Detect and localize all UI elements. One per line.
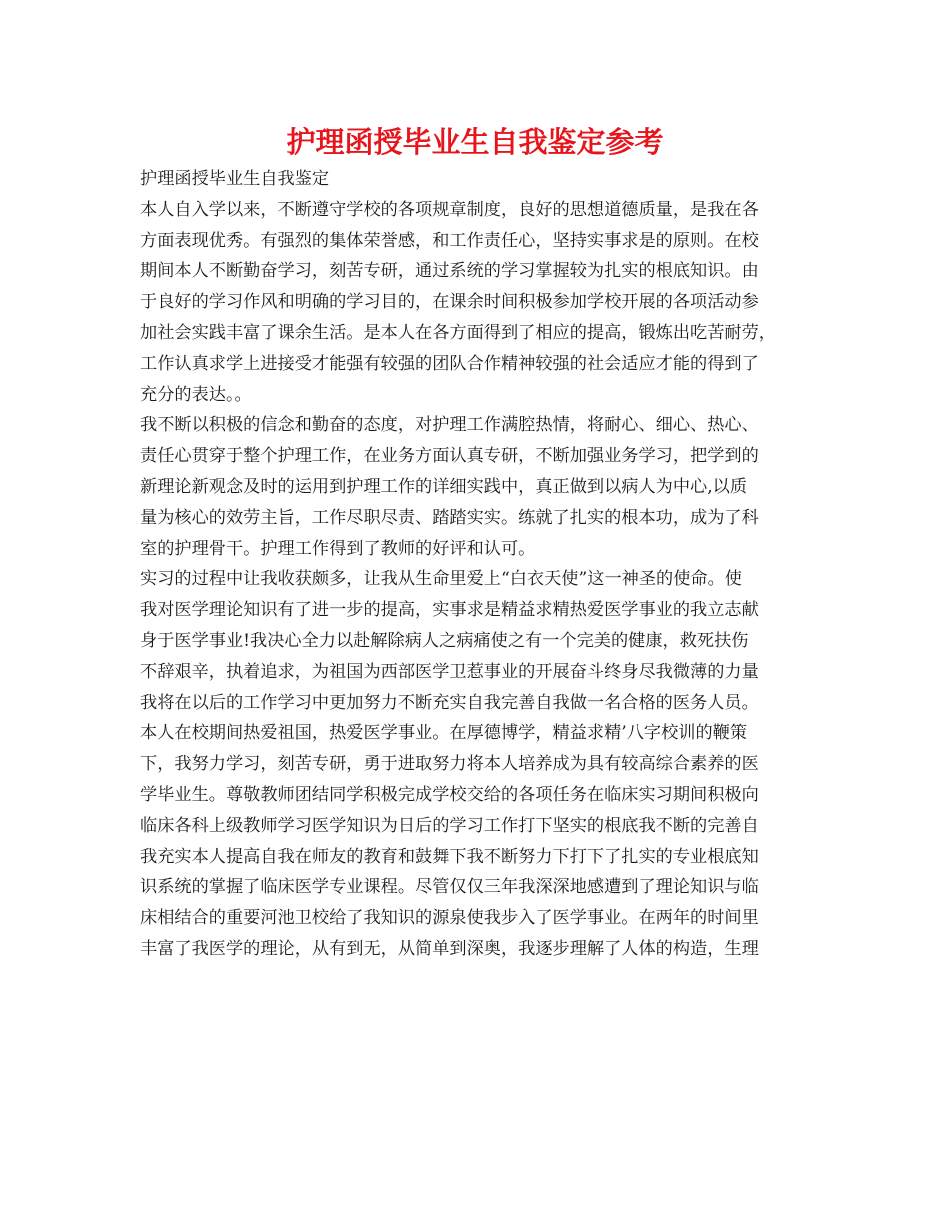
text-line: 工作认真求学上进接受才能强有较强的团队合作精神较强的社会适应才能的得到了 <box>140 353 759 374</box>
text-line: 本人自入学以来，不断遵守学校的各项规章制度，良好的思想道德质量，是我在各 <box>140 199 759 220</box>
text-line: 识系统的掌握了临床医学专业课程。尽管仅仅三年我深深地感遭到了理论知识与临 <box>140 877 759 898</box>
text-line: 责任心贯穿于整个护理工作，在业务方面认真专研，不断加强业务学习，把学到的 <box>140 446 759 467</box>
subtitle-line: 护理函授毕业生自我鉴定 <box>140 169 330 189</box>
text-line: 实习的过程中让我收获颇多，让我从生命里爱上“白衣天使”这一神圣的使命。使 <box>140 569 742 590</box>
text-line: 临床各科上级教师学习医学知识为日后的学习工作打下坚实的根底我不断的完善自 <box>140 815 759 836</box>
text-line: 学毕业生。尊敬教师团结同学积极完成学校交给的各项任务在临床实习期间积极向 <box>140 784 759 805</box>
text-line: 我不断以积极的信念和勤奋的态度，对护理工作满腔热情，将耐心、细心、热心、 <box>140 415 759 436</box>
text-line: 我充实本人提高自我在师友的教育和鼓舞下我不断努力下打下了扎实的专业根底知 <box>140 846 759 867</box>
document-body <box>140 164 814 965</box>
text-line: 我对医学理论知识有了进一步的提高，实事求是精益求精热爱医学事业的我立志献 <box>140 600 759 621</box>
text-line: 加社会实践丰富了课余生活。是本人在各方面得到了相应的提高，锻炼出吃苦耐劳， <box>140 322 776 343</box>
text-line: 期间本人不断勤奋学习，刻苦专研，通过系统的学习掌握较为扎实的根底知识。由 <box>140 261 759 282</box>
text-line: 新理论新观念及时的运用到护理工作的详细实践中，真正做到以病人为中心,以质 <box>140 476 748 497</box>
text-line: 室的护理骨干。护理工作得到了教师的好评和认可。 <box>140 538 536 559</box>
text-line: 丰富了我医学的理论，从有到无，从简单到深奥，我逐步理解了人体的构造，生理 <box>140 938 759 959</box>
text-line: 身于医学事业!我决心全力以赴解除病人之病痛使之有一个完美的健康，救死扶伤 <box>140 630 749 651</box>
document-title: 护理函授毕业生自我鉴定参考 <box>286 125 664 159</box>
text-line: 充分的表达。。 <box>140 384 252 405</box>
text-line: 量为核心的效劳主旨，工作尽职尽责、踏踏实实。练就了扎实的根本功，成为了科 <box>140 507 759 528</box>
text-line: 我将在以后的工作学习中更加努力不断充实自我完善自我做一名合格的医务人员。 <box>140 692 759 713</box>
text-line: 下，我努力学习，刻苦专研，勇于进取努力将本人培养成为具有较高综合素养的医 <box>140 754 759 775</box>
text-line: 床相结合的重要河池卫校给了我知识的源泉使我步入了医学事业。在两年的时间里 <box>140 908 759 929</box>
text-line: 方面表现优秀。有强烈的集体荣誉感，和工作责任心，坚持实事求是的原则。在校 <box>140 230 759 251</box>
text-line: 本人在校期间热爱祖国，热爱医学事业。在厚德博学，精益求精’八字校训的鞭策 <box>140 723 748 744</box>
text-line: 于良好的学习作风和明确的学习目的，在课余时间积极参加学校开展的各项活动参 <box>140 292 759 313</box>
text-line: 不辞艰辛，执着追求，为祖国为西部医学卫惹事业的开展奋斗终身尽我微薄的力量 <box>140 661 759 682</box>
